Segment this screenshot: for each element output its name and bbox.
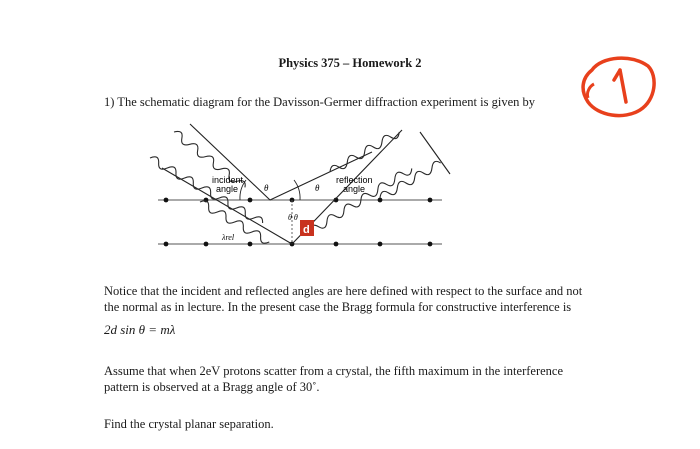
- theta-left-label: θ: [264, 183, 269, 193]
- theta-pair-label: θ θ: [288, 213, 298, 222]
- reflection-angle-arc: [294, 180, 300, 200]
- incident-label-line1: incident: [212, 175, 244, 185]
- problem-statement: 1) The schematic diagram for the Davisson-Germer diffraction experiment is given by: [104, 95, 535, 109]
- incident-wave-lower: [148, 155, 265, 227]
- circled-one-icon: [578, 52, 658, 122]
- spacing-d-label: d: [303, 224, 310, 236]
- incident-label-line2: angle: [216, 184, 239, 194]
- reflection-label-line2: angle: [343, 184, 366, 194]
- notice-line-1: Notice that the incident and reflected angles are here defined with respect to the surface and not: [104, 284, 583, 298]
- davisson-germer-diagram: [140, 112, 460, 264]
- notice-line-2: the normal as in lecture. In the present case the Bragg formula for constructive interference is: [104, 300, 572, 314]
- assume-line-1: Assume that when 2eV protons scatter from a crystal, the fifth maximum in the interference: [104, 364, 564, 378]
- bragg-formula: 2d sin θ = mλ: [104, 322, 176, 337]
- assume-line-2: pattern is observed at a Bragg angle of 30˚.: [104, 380, 320, 394]
- find-question: Find the crystal planar separation.: [104, 417, 274, 431]
- incident-wave-bottom: [198, 199, 271, 246]
- assume-paragraph: [104, 363, 664, 395]
- notice-paragraph: [104, 283, 664, 315]
- wavelength-label: λrel: [222, 233, 235, 242]
- page-title: Physics 375 – Homework 2: [278, 56, 422, 70]
- reflected-ray-far: [420, 132, 450, 174]
- reflected-wave-far: [378, 160, 443, 202]
- reflection-label-line1: reflection: [336, 175, 373, 185]
- theta-right-label: θ: [315, 183, 320, 193]
